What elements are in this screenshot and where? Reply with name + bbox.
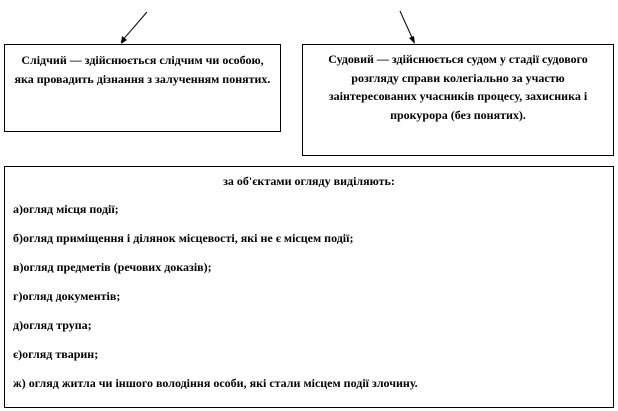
- list-item: д)огляд трупа;: [13, 318, 92, 332]
- list-item: а)огляд місця події;: [13, 202, 119, 216]
- list-item: в)огляд предметів (речових доказів);: [13, 260, 212, 274]
- inspection-objects-box: [4, 166, 614, 408]
- list-item: г)огляд документів;: [13, 289, 121, 303]
- investigative-inspection-box: [4, 44, 281, 132]
- judicial-inspection-box: [302, 44, 614, 156]
- objects-heading: за об'єктами огляду виділяють:: [223, 174, 395, 188]
- arrow-to-left-box: [121, 12, 147, 44]
- list-item: б)огляд приміщення і ділянок місцевості, які не є місцем події;: [13, 231, 354, 245]
- investigative-description: — здійснюється слідчим чи особою, яка провадить дізнання з залученням понятих.: [14, 53, 271, 86]
- investigative-term: Слідчий: [21, 53, 67, 67]
- judicial-term: Судовий: [328, 52, 374, 66]
- list-item: є)огляд тварин;: [13, 347, 99, 361]
- arrow-to-right-box: [400, 11, 415, 44]
- list-item: ж) огляд житла чи іншого володіння особи, які стали місцем події злочину.: [13, 376, 418, 390]
- judicial-description: — здійснюється судом у стадії судового розгляду справи колегіально за участю заінтересованих учасників процесу, захисника і прокурора (без понятих).: [328, 52, 588, 122]
